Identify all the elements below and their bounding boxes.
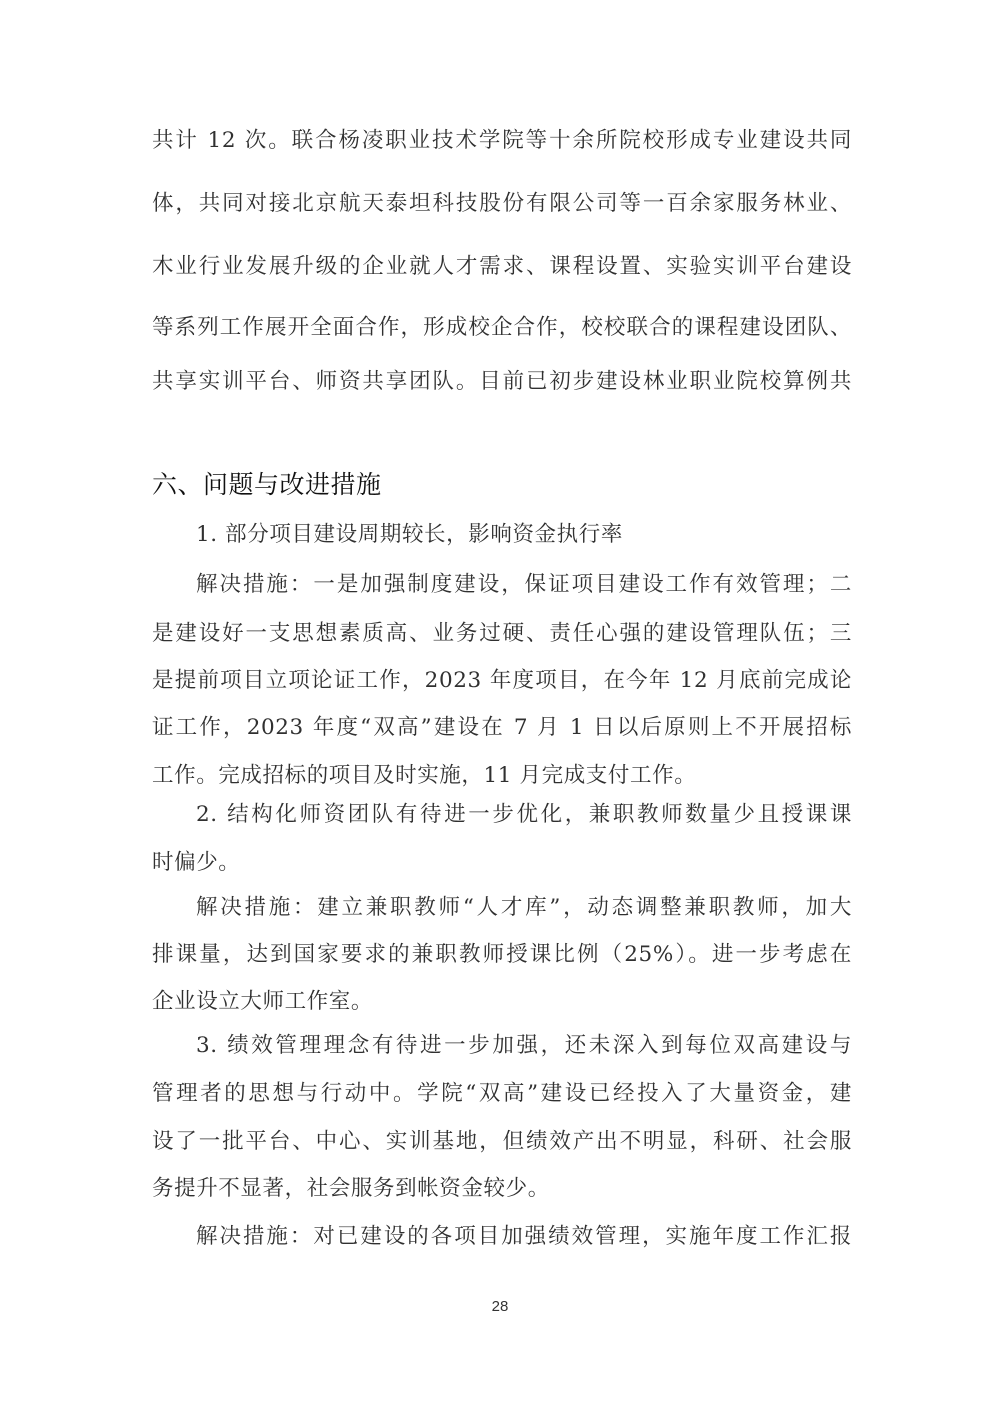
issue-2-measure-line-1: 解决措施：建立兼职教师“人才库”，动态调整兼职教师，加大 bbox=[196, 895, 852, 920]
issue-1-title: 1. 部分项目建设周期较长，影响资金执行率 bbox=[196, 522, 623, 547]
intro-line-1: 共计 12 次。联合杨凌职业技术学院等十余所院校形成专业建设共同 bbox=[152, 128, 852, 153]
issue-2-measure-line-2: 排课量，达到国家要求的兼职教师授课比例（25%）。进一步考虑在 bbox=[152, 942, 852, 967]
issue-3-title-line-2: 管理者的思想与行动中。学院“双高”建设已经投入了大量资金，建 bbox=[152, 1081, 852, 1106]
section-heading: 六、问题与改进措施 bbox=[152, 470, 382, 499]
issue-3-title-line-3: 设了一批平台、中心、实训基地，但绩效产出不明显，科研、社会服 bbox=[152, 1129, 852, 1154]
intro-line-3: 木业行业发展升级的企业就人才需求、课程设置、实验实训平台建设 bbox=[152, 254, 852, 279]
issue-3-measure-line-1: 解决措施：对已建设的各项目加强绩效管理，实施年度工作汇报 bbox=[196, 1224, 852, 1249]
issue-1-measure-line-5: 工作。完成招标的项目及时实施，11 月完成支付工作。 bbox=[152, 763, 697, 788]
issue-3-title-line-4: 务提升不显著，社会服务到帐资金较少。 bbox=[152, 1176, 550, 1201]
issue-1-measure-line-4: 证工作，2023 年度“双高”建设在 7 月 1 日以后原则上不开展招标 bbox=[152, 715, 852, 740]
issue-2-title-line-1: 2. 结构化师资团队有待进一步优化，兼职教师数量少且授课课 bbox=[196, 802, 852, 827]
intro-line-2: 体，共同对接北京航天泰坦科技股份有限公司等一百余家服务林业、 bbox=[152, 191, 852, 216]
issue-2-title-line-2: 时偏少。 bbox=[152, 850, 241, 875]
intro-line-4: 等系列工作展开全面合作，形成校企合作，校校联合的课程建设团队、 bbox=[152, 315, 852, 340]
issue-1-measure-line-1: 解决措施：一是加强制度建设，保证项目建设工作有效管理；二 bbox=[196, 572, 852, 597]
issue-3-title-line-1: 3. 绩效管理理念有待进一步加强，还未深入到每位双高建设与 bbox=[196, 1033, 852, 1058]
issue-2-measure-line-3: 企业设立大师工作室。 bbox=[152, 989, 374, 1014]
intro-line-5: 共享实训平台、师资共享团队。目前已初步建设林业职业院校算例共 bbox=[152, 369, 852, 394]
issue-1-measure-line-2: 是建设好一支思想素质高、业务过硬、责任心强的建设管理队伍；三 bbox=[152, 621, 852, 646]
page-number: 28 bbox=[491, 1298, 509, 1315]
issue-1-measure-line-3: 是提前项目立项论证工作，2023 年度项目，在今年 12 月底前完成论 bbox=[152, 668, 852, 693]
